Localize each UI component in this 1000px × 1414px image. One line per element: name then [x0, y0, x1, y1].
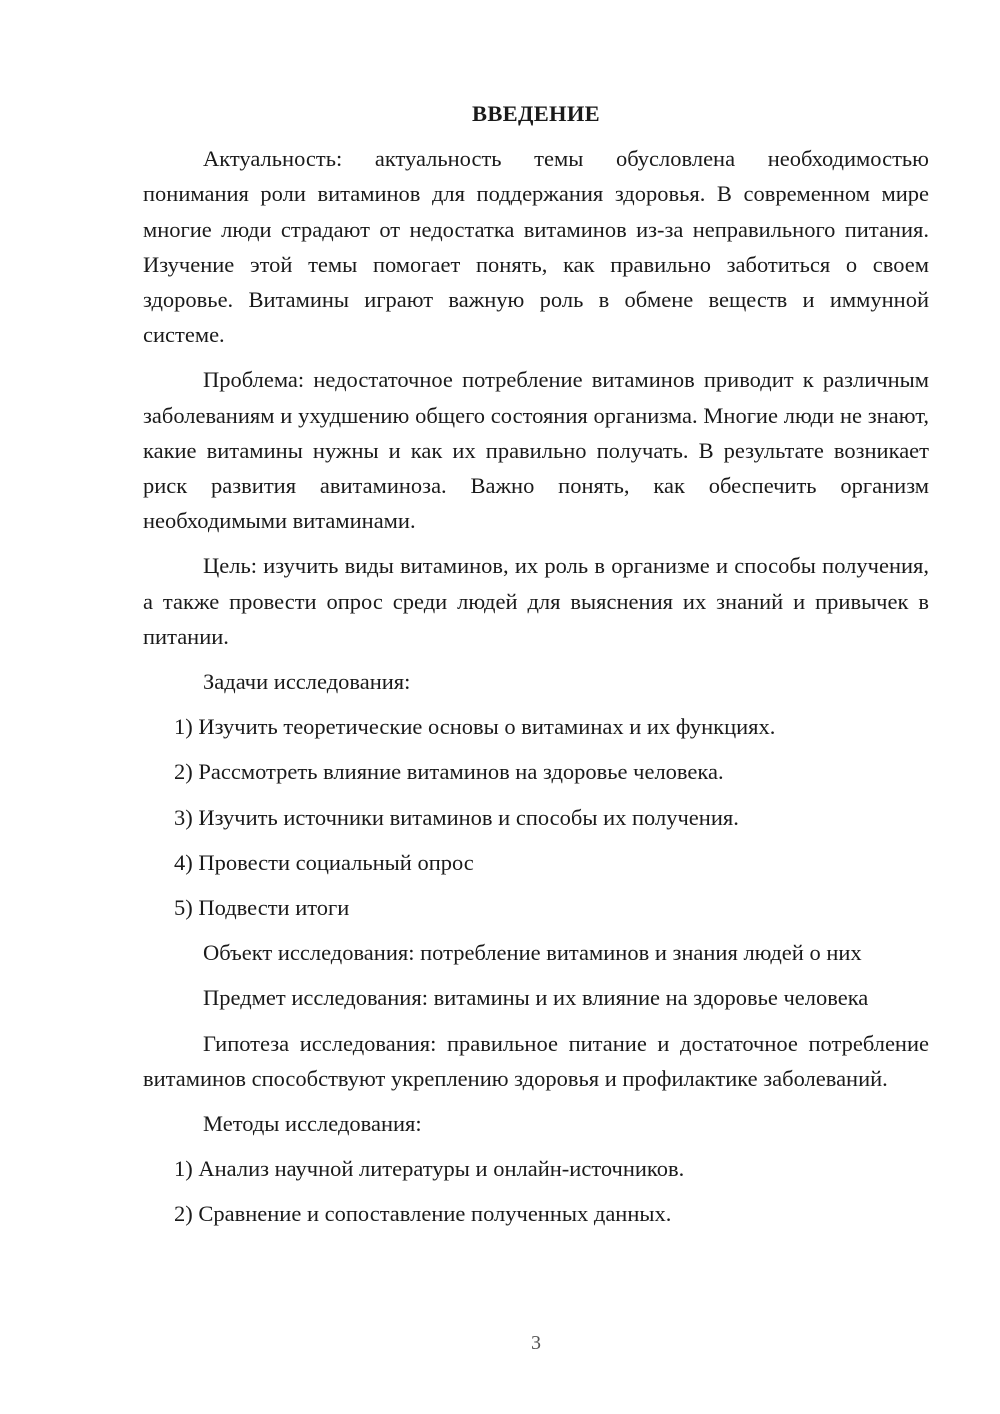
paragraph-subject: Предмет исследования: витамины и их влияние на здоровье человека	[203, 985, 869, 1011]
paragraph-object: Объект исследования: потребление витаминов и знания людей о них	[203, 940, 862, 966]
paragraph-goal: Цель: изучить виды витаминов, их роль в организме и способы получения, а также провести опрос среди людей для выяснения их знаний и привычек в питании.	[143, 553, 929, 649]
page-content	[143, 96, 929, 1242]
paragraph-relevance: Актуальность: актуальность темы обусловлена необходимостью понимания роли витаминов для поддержания здоровья. В современном мире многие люди страдают от недостатка витаминов из-за неправильного питания. Изучение этой темы помогает понять, как правильно заботиться о своем здоровье. Витамины играют важную роль в обмене веществ и иммунной системе.	[143, 146, 929, 348]
task-item-4: 4) Провести социальный опрос	[174, 849, 474, 875]
task-item-1: 1) Изучить теоретические основы о витаминах и их функциях.	[174, 714, 776, 740]
page-number: 3	[531, 1332, 541, 1354]
task-item-3: 3) Изучить источники витаминов и способы их получения.	[174, 804, 739, 830]
method-item-2: 2) Сравнение и сопоставление полученных данных.	[174, 1201, 672, 1227]
task-item-2: 2) Рассмотреть влияние витаминов на здоровье человека.	[174, 759, 724, 785]
section-heading: ВВЕДЕНИЕ	[472, 101, 600, 126]
methods-title: Методы исследования:	[203, 1111, 422, 1137]
paragraph-hypothesis: Гипотеза исследования: правильное питание и достаточное потребление витаминов способствуют укреплению здоровья и профилактике заболеваний.	[143, 1030, 929, 1091]
tasks-title: Задачи исследования:	[203, 669, 411, 695]
paragraph-problem: Проблема: недостаточное потребление витаминов приводит к различным заболеваниям и ухудшению общего состояния организма. Многие люди не знают, какие витамины нужны и как их правильно получать. В результате возникает риск развития авитаминоза. Важно понять, как обеспечить организм необходимыми витаминами.	[143, 367, 929, 534]
task-item-5: 5) Подвести итоги	[174, 895, 350, 921]
method-item-1: 1) Анализ научной литературы и онлайн-источников.	[174, 1156, 685, 1182]
